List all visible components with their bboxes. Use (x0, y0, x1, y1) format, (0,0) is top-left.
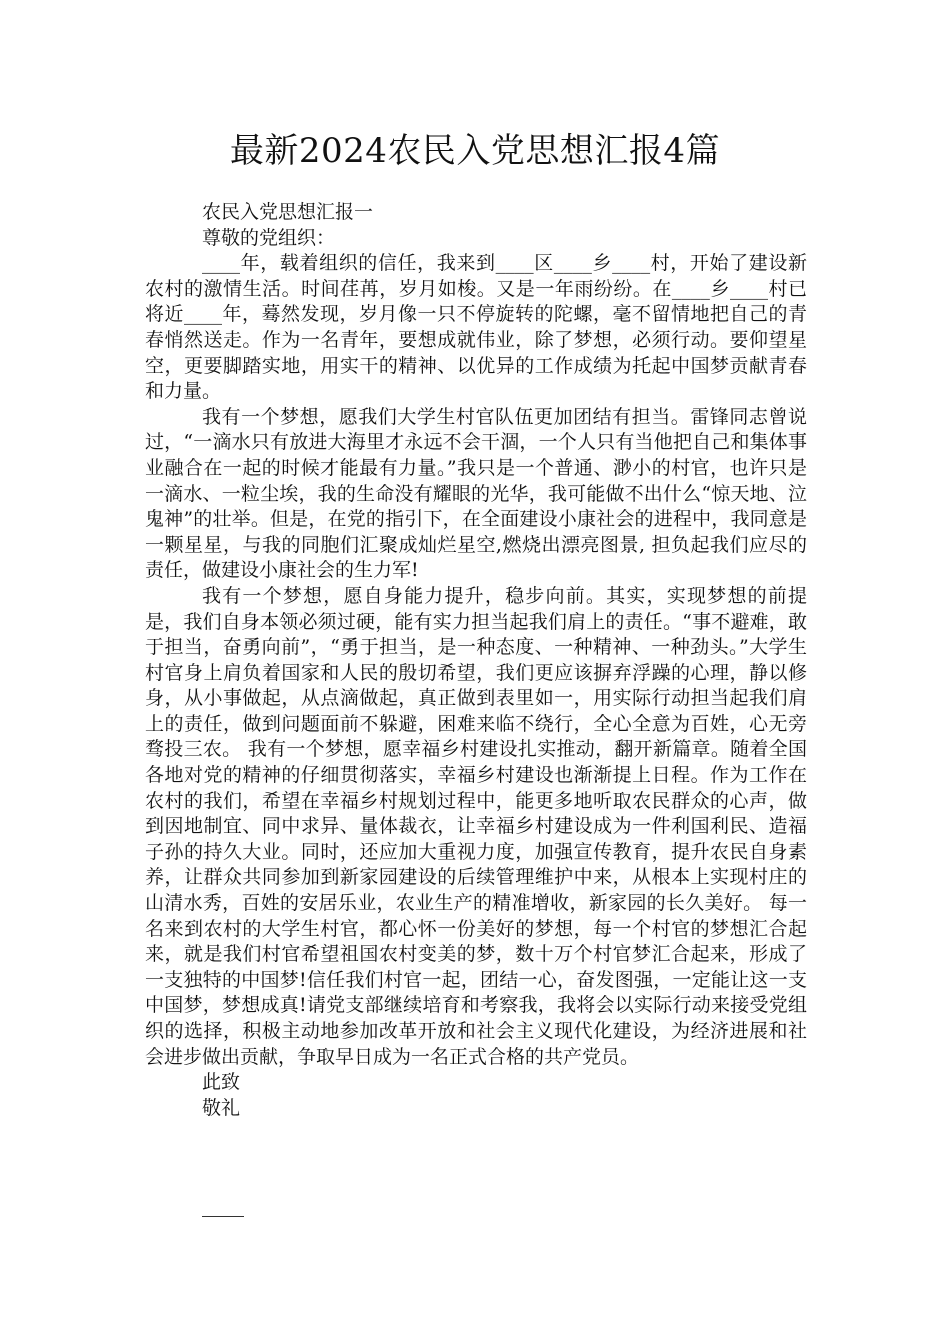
salutation: 尊敬的党组织： (202, 226, 336, 249)
paragraph-2: 我有一个梦想，愿我们大学生村官队伍更加团结有担当。雷锋同志曾说过，“一滴水只有放进大海里才永远不会干涸，一个人只有当他把自己和集体事业融合在一起的时候才能最有力量。”我只是一个普通、渺小的村官，也许只是一滴水、一粒尘埃，我的生命没有耀眼的光华，我可能做不出什么“惊天地、泣鬼神”的壮举。但是，在党的指引下，在全面建设小康社会的进程中，我同意是一颗星星，与我的同胞们汇聚成灿烂星空,燃烧出漂亮图景, 担负起我们应尽的责任，做建设小康社会的生力军! (145, 405, 807, 582)
closing-ci-zhi: 此致 (202, 1071, 241, 1094)
document-title: 最新2024农民入党思想汇报4篇 (229, 131, 721, 171)
paragraph-3: 我有一个梦想，愿自身能力提升，稳步向前。其实，实现梦想的前提是，我们自身本领必须过硬，能有实力担当起我们肩上的责任。“事不避难，敢于担当，奋勇向前”，“勇于担当，是一种态度、一种精神、一种劲头。”大学生村官身上肩负着国家和人民的殷切希望，我们更应该摒弃浮躁的心理，静以修身，从小事做起，从点滴做起，真正做到表里如一，用实际行动担当起我们肩上的责任，做到问题面前不躲避，困难来临不绕行，全心全意为百姓，心无旁骛投三农。 我有一个梦想，愿幸福乡村建设扎实推动，翻开新篇章。随着全国各地对党的精神的仔细贯彻落实，幸福乡村建设也渐渐提上日程。作为工作在农村的我们，希望在幸福乡村规划过程中，能更多地听取农民群众的心声，做到因地制宜、同中求异、量体裁衣，让幸福乡村建设成为一件利国利民、造福子孙的持久大业。同时，还应加大重视力度，加强宣传教育，提升农民自身素养，让群众共同参加到新家园建设的后续管理维护中来，从根本上实现村庄的山清水秀，百姓的安居乐业，农业生产的精准增收，新家园的长久美好。 每一名来到农村的大学生村官，都心怀一份美好的梦想，每一个村官的梦想汇合起来，就是我们村官希望祖国农村变美的梦，数十万个村官梦汇合起来，形成了一支独特的中国梦!信任我们村官一起，团结一心，奋发图强，一定能让这一支中国梦，梦想成真!请党支部继续培育和考察我，我将会以实际行动来接受党组织的选择，积极主动地参加改革开放和社会主义现代化建设，为经济进展和社会进步做出贡献，争取早日成为一名正式合格的共产党员。 (145, 584, 807, 1068)
section-heading: 农民入党思想汇报一 (202, 201, 374, 223)
closing-jing-li: 敬礼 (202, 1096, 241, 1119)
paragraph-1: ____年，载着组织的信任，我来到____区____乡____村，开始了建设新农村的激情生活。时间荏苒，岁月如梭。又是一年雨纷纷。在____乡____村已将近____年，蓦然发现，岁月像一只不停旋转的陀螺，毫不留情地把自己的青春悄然送走。作为一名青年，要想成就伟业，除了梦想，必须行动。要仰望星空，更要脚踏实地，用实干的精神、以优异的工作成绩为托起中国梦贡献青春和力量。 (145, 252, 807, 403)
signature-blank-line (202, 1216, 244, 1217)
document-body (145, 200, 807, 1121)
